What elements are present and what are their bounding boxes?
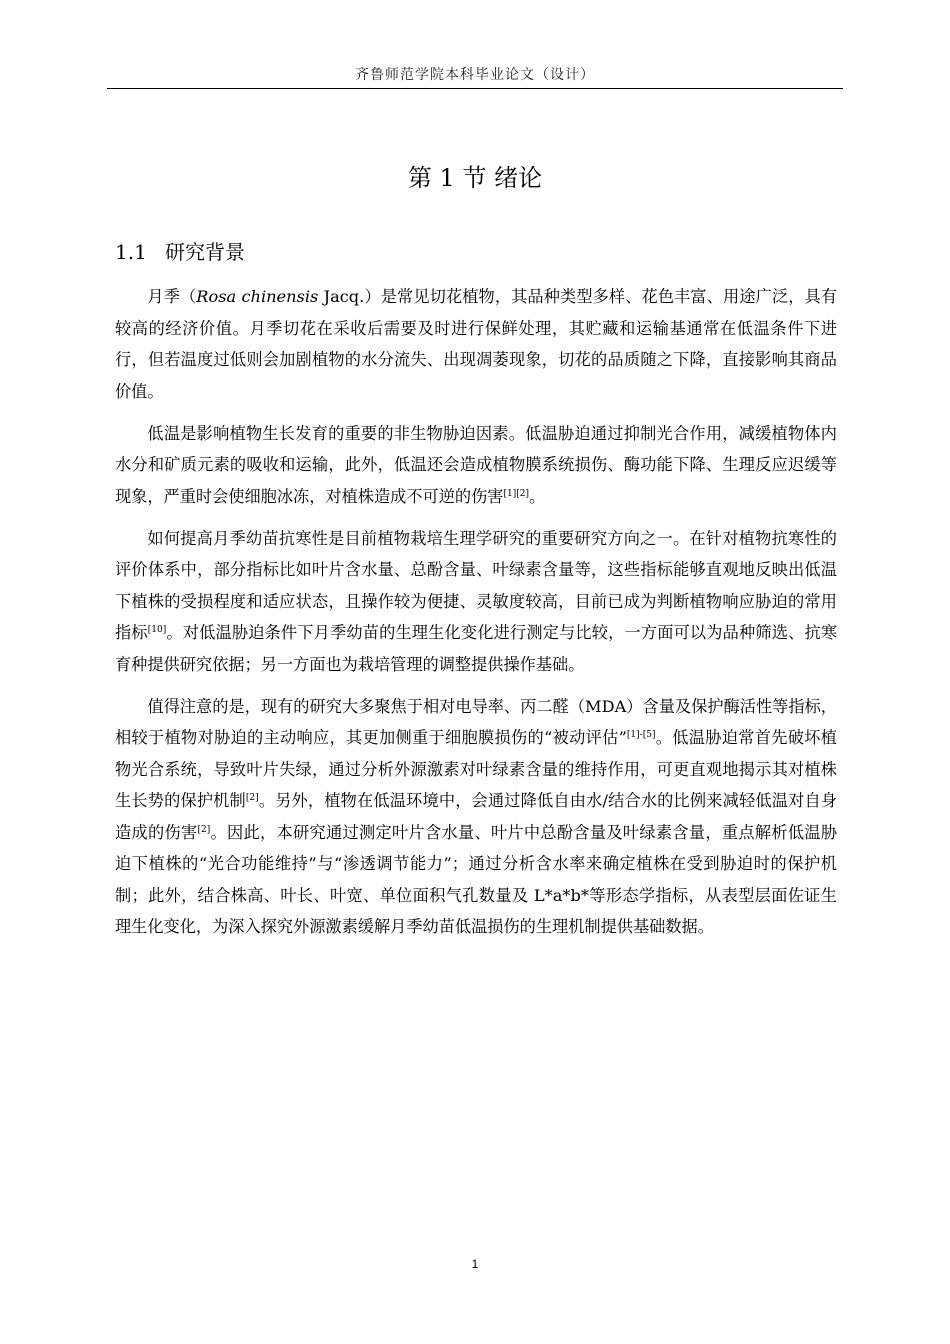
section-number: 1.1 — [115, 240, 147, 264]
citation-ref: [2] — [516, 488, 529, 499]
p2-text: 低温是影响植物生长发育的重要的非生物胁迫因素。低温胁迫通过抑制光合作用，减缓植物体内水分和矿质元素的吸收和运输，此外，低温还会造成植物膜系统损伤、酶功能下降、生理反应迟缓等现象，严重时会使细胞冰冻，对植株造成不可逆的伤害 — [115, 423, 837, 506]
p3-text-b: 。对低温胁迫条件下月季幼苗的生理生化变化进行测定与比较，一方面可以为品种筛选、抗寒育种提供研究依据；另一方面也为栽培管理的调整提供操作基础。 — [115, 623, 838, 674]
citation-ref: [10] — [147, 625, 167, 635]
body-text — [115, 281, 837, 953]
citation-ref: [2] — [197, 824, 211, 835]
paragraph-4 — [115, 691, 837, 943]
section-title: 研究背景 — [165, 240, 245, 264]
p2-text-end: 。 — [529, 486, 546, 506]
running-header: 齐鲁师范学院本科毕业论文（设计） — [355, 67, 595, 83]
p1-text-end: ）是常见切花植物，其品种类型多样、花色丰富、用途广泛，具有较高的经济价值。月季切花在采收后需要及时进行保鲜处理，其贮藏和运输基通常在低温条件下进行，但若温度过低则会加剧植物的水分流失、出现凋萎现象，切花的品质随之下降，直接影响其商品价值。 — [115, 287, 838, 401]
p3-text-a: 如何提高月季幼苗抗寒性是目前植物栽培生理学研究的重要研究方向之一。在针对植物抗寒性的评价体系中，部分指标比如叶片含水量、总酚含量、叶绿素含量等，这些指标能够直观地反映出低温下植株的受损程度和适应状态，且操作较为便捷、灵敏度较高，目前已成为判断植物响应胁迫的常用指标 — [115, 528, 837, 642]
paragraph-1 — [115, 281, 837, 407]
section-heading — [115, 236, 245, 265]
paragraph-3 — [115, 523, 837, 681]
header-rule — [107, 88, 843, 89]
p1-text-start: 月季（ — [147, 287, 197, 306]
p4-text-a: 值得注意的是，现有的研究大多聚焦于相对电导率、丙二醛（MDA）含量及保护酶活性等指标，相较于植物对胁迫的主动响应，其更加侧重于细胞膜损伤的“被动评估” — [115, 696, 837, 747]
p4-text-b: 。低温胁迫常首先破坏植物光合系统，导致叶片失绿，通过分析外源激素对叶绿素含量的维持作用，可更直观地揭示其对植株生长势的保护机制 — [115, 728, 837, 810]
p4-text-d: 。因此，本研究通过测定叶片含水量、叶片中总酚含量及叶绿素含量，重点解析低温胁迫下植株的“光合功能维持”与“渗透调节能力”；通过分析含水率来确定植株在受到胁迫时的保护机制；此外，结合株高、叶长、叶宽、单位面积气孔数量及 L*a*b*等形态学指标，从表型层面佐证生理生化变化，为深入探究外源激素缓解月季幼苗低温损伤的生理机制提供基础数据。 — [115, 822, 838, 936]
paragraph-2 — [115, 418, 837, 513]
page-number: 1 — [471, 1257, 479, 1271]
p4-text-c: 。另外，植物在低温环境中，会通过降低自由水/结合水的比例来减轻低温对自身造成的伤害 — [115, 791, 837, 842]
citation-ref: [1] — [503, 488, 517, 499]
species-author: Jacq. — [318, 287, 365, 306]
chapter-title: 第 1 节 绪论 — [407, 164, 543, 192]
species-name: Rosa chinensis — [196, 287, 319, 306]
citation-ref: [2] — [245, 793, 259, 803]
citation-ref: [1]-[5] — [626, 730, 656, 740]
